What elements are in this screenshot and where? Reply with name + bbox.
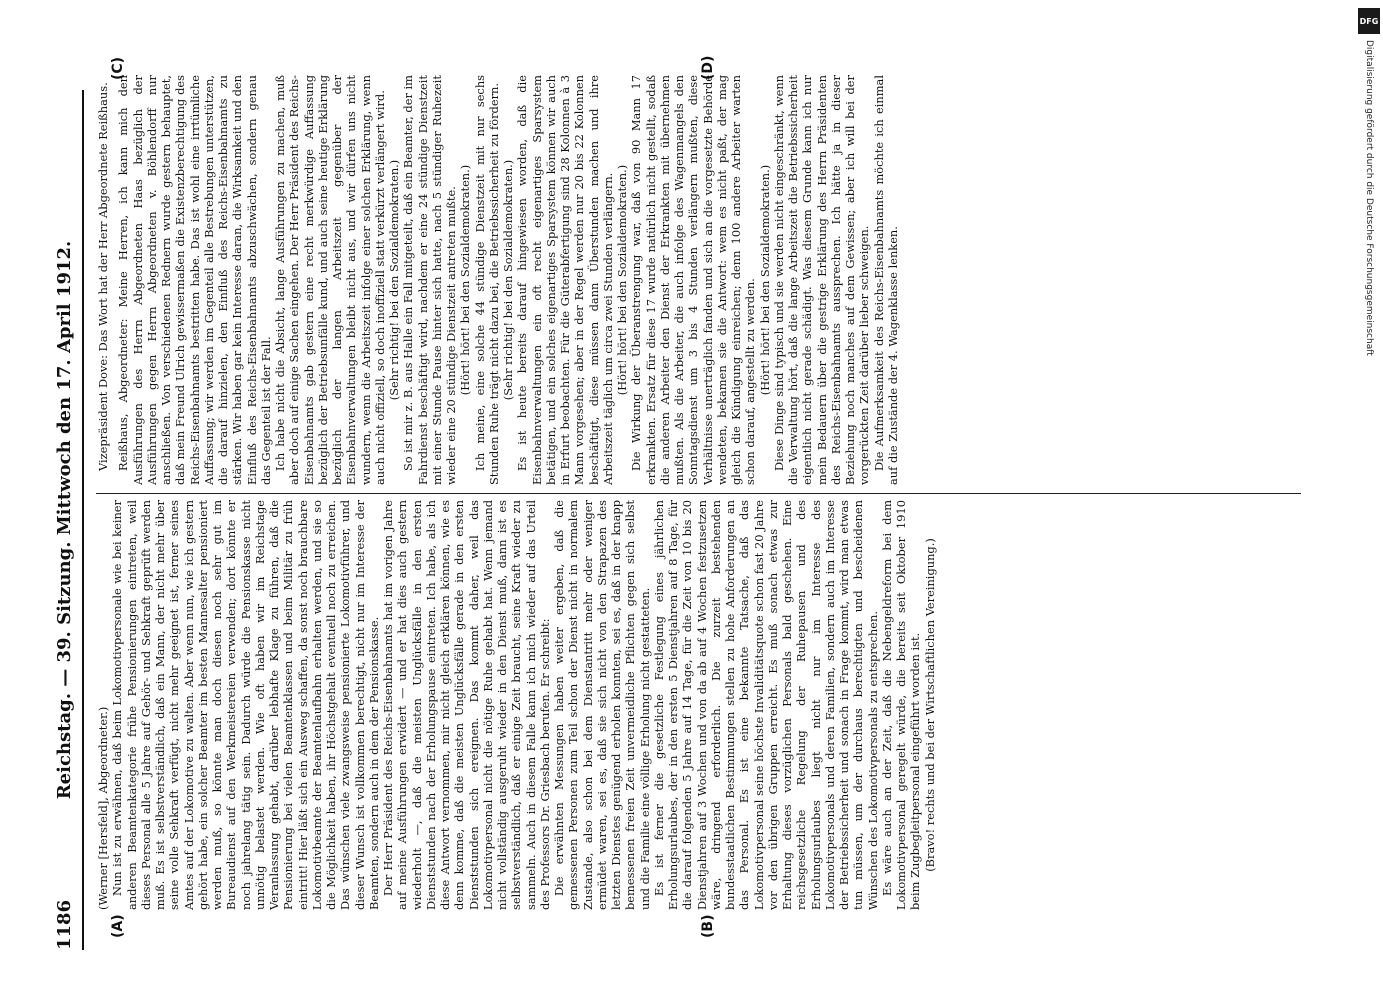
paragraph: Die Wirkung der Überanstrengung war, daß von 90 Mann 17 erkrankten. Ersatz für diese 17 wurde natürlich nicht gestellt, sodaß die anderen Arbeiter den Dienst der Erkrankten mit übernehmen mußten. Als die Arbeiter, die auch infolge des Wagenmangels den Sonntagsdienst um 3 bis 4 Stunden verlängern mußten, diese Verhältnisse unerträglich fanden und sich an die vorgesetzte Behörde wendeten, bekamen sie die Antwort: wem es nicht paßt, der mag gleich die Kündigung einreichen; denn 100 andere Arbeiter warten schon darauf, angestellt zu werden.: [629, 75, 758, 485]
column-divider: [96, 493, 1301, 494]
paragraph: Ich habe nicht die Absicht, lange Ausführungen zu machen, muß aber doch auf einige Sachen eingehen. Der Herr Präsident des Reichs-Eisenbahnamts gab gestern eine recht merkwürdige Auffassung bezüglich der Betriebsunfälle kund, und auch seine heutige Erklärung bezüglich der langen Arbeitszeit gegenüber der Eisenbahnverwaltungen bleibt nicht aus, und wir dürfen uns nicht wundern, wenn die Arbeitszeit infolge einer solchen Erklärung, wenn auch nicht offiziell, so doch inoffiziell statt verkürzt verlängert wird.: [273, 75, 387, 485]
digitization-sidebar: [1356, 0, 1383, 1000]
margin-letter-a: (A): [110, 914, 126, 938]
applause-note: (Bravo! rechts und bei der Wirtschaftlichen Vereinigung.): [922, 538, 937, 872]
margin-letter-b: (B): [700, 914, 716, 938]
paragraph: Diese Dinge sind typisch und sie werden nicht eingeschränkt, wenn die Verwaltung hört, daß die lange Arbeitszeit die Betriebssicherheit eigentlich nicht gerade schädigt. Was diesem Grunde kann ich nur mein Bedauern über die gestrige Erklärung des Herrn Präsidenten des Reichs-Eisenbahnamts aussprechen. Ich hätte ja in dieser Beziehung noch manches auf dem Gewissen; aber ich will bei der vorgerückten Zeit darüber lieber schweigen.: [771, 75, 872, 485]
margin-letter-d: (D): [700, 55, 716, 80]
paragraph: Es ist ferner die gesetzliche Festlegung eines jährlichen Erholungsurlaubes, der in den ersten 5 Dienstjahren auf 8 Tage, für die darauf folgenden 5 Jahre auf 14 Tage, für die Zeit von 10 bis 20 Dienstjahren auf 3 Wochen und von da ab auf 4 Wochen festzusetzen wäre, dringend erforderlich. Die zurzeit bestehenden bundesstaatlichen Bestimmungen stellen zu hohe Anforderungen an das Personal. Es ist eine bekannte Tatsache, daß das Lokomotivpersonal seine höchste Invaliditätsquote schon fast 20 Jahre vor den übrigen Gruppen erreicht. Es muß sonach etwas zur Erhaltung dieses vorzüglichen Personals bald geschehen. Eine reichsgesetzliche Regelung der Ruhepausen und des Erholungsurlaubes liegt nicht nur im Interesse des Lokomotivpersonals und deren Familien, sondern auch im Interesse der Betriebssicherheit und sonach in Frage kommt, wird man etwas tun müssen, um der durchaus berechtigten und bescheidenen Wünschen des Lokomotivpersonals zu entsprechen.: [651, 500, 880, 910]
dfg-logo: DFG: [1358, 8, 1380, 34]
interjection: (Hört! hört! bei den Sozialdemokraten.): [615, 164, 629, 396]
paragraph: Die Aufmerksamkeit des Reichs-Eisenbahnamts möchte ich einmal auf die Zustände der 4. Wagenklasse lenken.: [871, 75, 900, 485]
paragraph: Reißhaus, Abgeordneter: Meine Herren, ich kann mich den Ausführungen des Herrn Abgeordneten Haas bezüglich der Ausführungen gegen Herrn Abgeordneten v. Böhlendorff nur anschließen. Von verschiedenen Rednern wurde gestern behauptet, daß mein Freund Ulrich gewissermaßen die Existenzberechtigung des Reichs-Eisenbahnamts bestritten habe. Das ist wohl eine irrtümliche Auffassung; wir werden im Gegenteil alle Bestrebungen unterstützen, die darauf hinzielen, den Einfluß des Reichs-Eisenbahnamts zu stärken. Wir haben gar kein Interesse daran, die Wirksamkeit und den Einfluß des Reichs-Eisenbahnamts abzuschwächen, sondern genau das Gegenteil ist der Fall.: [116, 75, 273, 485]
margin-letter-c: (C): [110, 56, 126, 80]
quote-paragraph: Die erwähnten Messungen haben weiter ergeben, daß die gemessenen Personen zum Teil schon der Dienst nicht in normalem Zustande, also schon bei dem Dienstantritt mehr oder weniger ermüdet waren, sei es, daß sie sich nicht von den Strapazen des letzten Dienstes genügend erholen konnten, sei es, daß in der knapp bemessenen freien Zeit unvermeidliche Pflichten gegen sich selbst und die Familie eine völlige Erholung nicht gestatteten.: [552, 500, 652, 910]
digitization-credit: Digitalisierung gefördert durch die Deutsche Forschungsgemeinschaft: [1364, 40, 1374, 356]
page-title: Reichstag. — 39. Sitzung. Mittwoch den 17. April 1912.: [54, 240, 75, 800]
paragraph: Der Herr Präsident des Reichs-Eisenbahnamts hat im vorigen Jahre auf meine Ausführungen erwidert — und er hat dies auch gestern wiederholt —, daß die meisten Unglücksfälle in den ersten Dienststunden nach der Erholungspause eintreten. Ich habe, als ich diese Antwort vernommen, mir nicht gleich erklären können, wie es denn komme, daß die meisten Unglücksfälle gerade in den ersten Dienststunden sich ereignen. Das kommt daher, weil das Lokomotivpersonal nicht die nötige Ruhe gehabt hat. Wenn jemand nicht vollständig ausgeruht wieder in den Dienst muß, dann ist es selbstverständlich, daß er einige Zeit braucht, seine Kraft wieder zu sammeln. Auch in diesem Falle kann ich mich wieder auf das Urteil des Professors Dr. Griesbach berufen. Er schreibt:: [381, 500, 552, 910]
paragraph: Nun ist zu erwähnen, daß beim Lokomotivpersonale wie bei keiner anderen Beamtenkategorie frühe Pensionierungen eintreten, weil dieses Personal alle 5 Jahre auf Gehör- und Sehkraft geprüft werden muß. Es ist selbstverständlich, daß ein Mann, der nicht mehr über seine volle Sehkraft verfügt, nicht mehr geeignet ist, ferner seines Amtes auf der Lokomotive zu walten. Aber wenn nun, wie ich gestern gehört habe, ein solcher Beamter im besten Mannesalter pensioniert werden muß, so könnte man doch diesen noch sehr gut im Bureaudienst auf den Werkmeistereien verwenden; dort könnte er noch jahrelang tätig sein. Dadurch würde die Pensionskasse nicht unnötig belastet werden. Wie oft haben wir im Reichstage Veranlassung gehabt, darüber lebhafte Klage zu führen, daß die Pensionierung bei vielen Beamtenklassen und beim Militär zu früh eintritt! Hier läßt sich ein Ausweg schaffen, da sonst noch brauchbare Lokomotivbeamte der Beamtenlaufbahn erhalten werden, und sie so die Möglichkeit haben, ihr Höchstgehalt eventuell noch zu erreichen. Das wünschen viele zwangsweise pensionierte Lokomotivführer, und dieser Wunsch ist vollkommen berechtigt, nicht nur im Interesse der Beamten, sondern auch in dem der Pensionskasse.: [110, 500, 381, 910]
interjection: (Sehr richtig! bei den Sozialdemokraten.): [501, 159, 515, 401]
page-number: 1186: [54, 899, 75, 950]
paragraph: Es wäre auch an der Zeit, daß die Nebengeldreform bei dem Lokomotivpersonal geregelt würde, die bereits seit Oktober 1910 beim Zugbegleitpersonal eingeführt worden ist.: [879, 500, 923, 910]
paragraph: Ich meine, eine solche 44 stündige Dienstzeit mit nur sechs Stunden Ruhe trägt nicht dazu bei, die Betriebssicherheit zu fördern.: [472, 75, 501, 485]
paragraph: Es ist heute bereits darauf hingewiesen worden, daß die Eisenbahnverwaltungen ein oft recht eigenartiges Sparsystem betätigen, und ein solches eigenartiges Sparsystem können wir auch in Erfurt beobachten. Für die Güterabfertigung sind 28 Kolonnen à 3 Mann vorgesehen; aber in der Regel werden nur 20 bis 22 Kolonnen beschäftigt, diese müssen dann Überstunden machen und ihre Arbeitszeit täglich um circa zwei Stunden verlängern.: [515, 75, 615, 485]
interjection: (Hört! hört! bei den Sozialdemokraten.): [458, 164, 473, 396]
paragraph: Vizepräsident Dove: Das Wort hat der Herr Abgeordnete Reißhaus.: [96, 82, 110, 471]
page-header: [50, 90, 84, 950]
interjection: (Hört! hört! bei den Sozialdemokraten.): [757, 164, 772, 396]
paragraph: So ist mir z. B. aus Halle ein Fall mitgeteilt, daß ein Beamter, der im Fahrdienst beschäftigt wird, nachdem er eine 24 stündige Dienstzeit mit einer Stunde Pause hinter sich hatte, nach 5 stündiger Ruhezeit wieder eine 20 stündige Dienstzeit antreten mußte.: [401, 75, 458, 485]
interjection: (Sehr richtig! bei den Sozialdemokraten.): [387, 159, 401, 401]
speaker-note: (Werner [Hersfeld], Abgeordneter.): [96, 706, 110, 910]
left-column: [96, 500, 1301, 910]
right-column: [96, 75, 1301, 485]
